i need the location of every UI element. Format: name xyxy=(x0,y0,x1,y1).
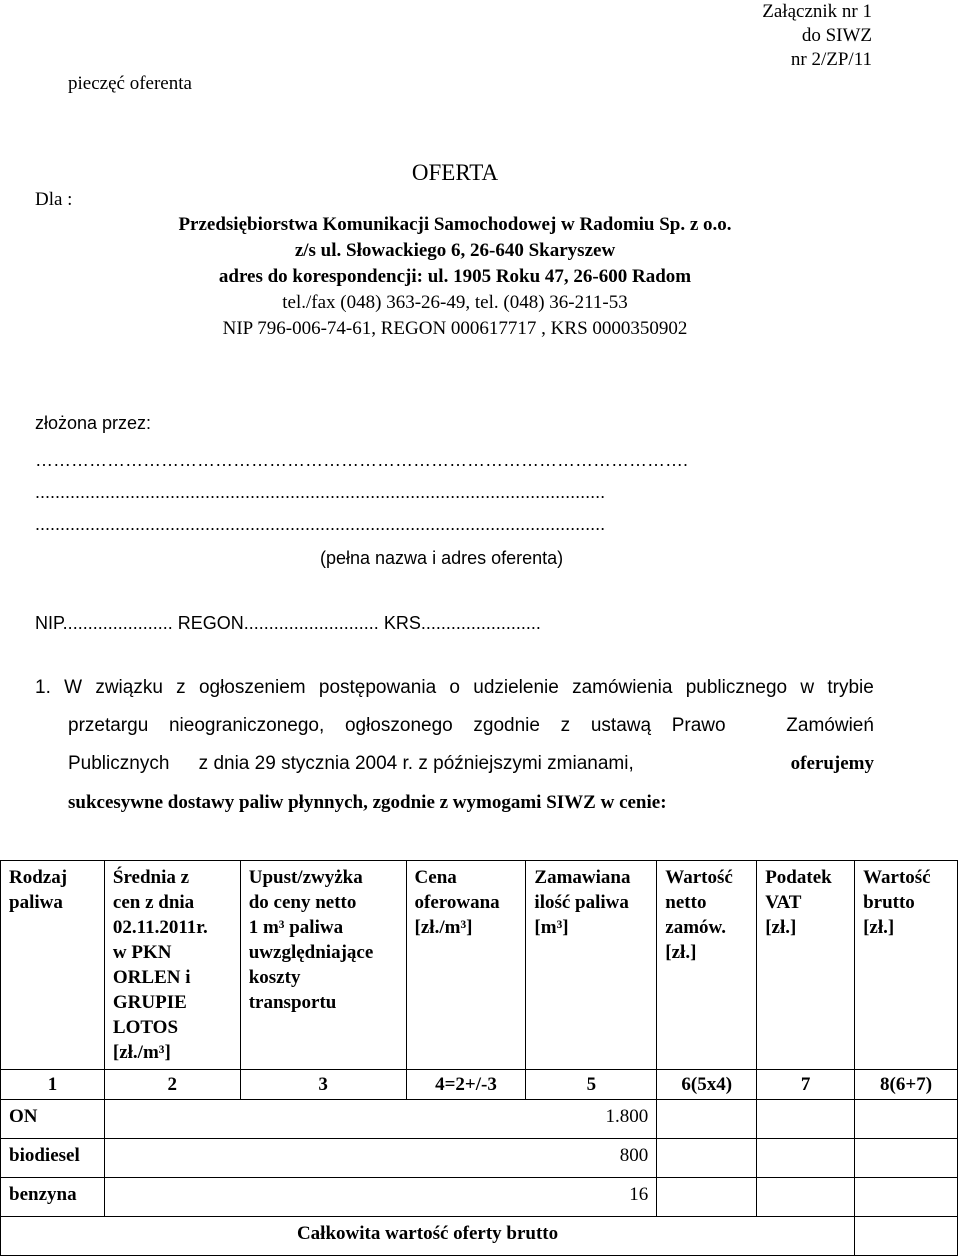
recipient-phone: tel./fax (048) 363-26-49, tel. (048) 36-211-53 xyxy=(282,292,628,313)
stamp-label: pieczęć oferenta xyxy=(68,73,192,94)
attachment-line: Załącznik nr 1 xyxy=(762,1,872,22)
column-header-line: [zł.] xyxy=(765,917,797,938)
column-header-line: [zł.] xyxy=(863,917,895,938)
column-header-line: Średnia z xyxy=(112,867,190,888)
gross-value-cell xyxy=(855,1178,958,1217)
word: z xyxy=(560,715,571,736)
word: udzielenie xyxy=(473,677,559,698)
column-header-line: ORLEN i xyxy=(112,967,191,988)
word: postępowania xyxy=(318,677,437,698)
column-header-line: ilość paliwa xyxy=(534,892,629,913)
vat-cell xyxy=(757,1139,855,1178)
net-value-cell xyxy=(657,1178,757,1217)
quantity-cell: 1.800 xyxy=(104,1100,656,1139)
offer-paragraph-line-3 xyxy=(68,753,874,775)
column-number: 5 xyxy=(526,1070,657,1100)
column-header-line: 02.11.2011r. xyxy=(112,917,208,938)
column-header-line: uwzględniające xyxy=(248,942,374,963)
word: 1. xyxy=(35,677,51,698)
quantity-cell: 800 xyxy=(104,1139,656,1178)
table-row xyxy=(1,1139,958,1178)
vat-cell xyxy=(757,1178,855,1217)
gross-value-cell xyxy=(855,1100,958,1139)
column-header-line: w PKN xyxy=(112,942,172,963)
word: w xyxy=(800,677,815,698)
column-header-line: zamów. xyxy=(665,917,726,938)
column-header-line: oferowana xyxy=(414,892,500,913)
column-number: 6(5x4) xyxy=(657,1070,757,1100)
text-span: Publicznych xyxy=(68,753,170,774)
vat-cell xyxy=(757,1100,855,1139)
column-header-line: do ceny netto xyxy=(248,892,357,913)
table-row xyxy=(1,1100,958,1139)
column-header-line: Rodzaj xyxy=(9,867,68,888)
column-header xyxy=(1,861,105,1070)
column-header xyxy=(526,861,657,1070)
word: ogłoszonego xyxy=(344,715,453,736)
recipient-company: Przedsiębiorstwa Komunikacji Samochodowej w Radomiu Sp. z o.o. xyxy=(178,214,732,235)
word: o xyxy=(449,677,460,698)
table-number-row xyxy=(1,1070,958,1100)
nip-dots: ................... xyxy=(77,613,173,633)
column-header xyxy=(406,861,526,1070)
column-header-line: VAT xyxy=(765,892,802,913)
column-header-line: koszty xyxy=(248,967,301,988)
table-header-row xyxy=(1,861,958,1070)
word: z xyxy=(176,677,186,698)
column-header xyxy=(240,861,406,1070)
offer-paragraph-line-4: sukcesywne dostawy paliw płynnych, zgodnie z wymogami SIWZ w cenie: xyxy=(68,792,667,813)
column-header-line: Cena xyxy=(414,867,457,888)
krs-dots: ........................ xyxy=(420,613,541,633)
gross-value-cell xyxy=(855,1139,958,1178)
total-value-cell xyxy=(855,1217,958,1256)
offer-keyword: oferujemy xyxy=(790,753,874,774)
column-header-line: brutto xyxy=(863,892,915,913)
column-header-line: transportu xyxy=(248,992,337,1013)
column-header-line: GRUPIE xyxy=(112,992,187,1013)
column-header-line: 1 m³ paliwa xyxy=(248,917,344,938)
column-header-line: [m³] xyxy=(534,917,569,938)
column-header xyxy=(757,861,855,1070)
regon-dots: ........................... xyxy=(243,613,379,633)
net-value-cell xyxy=(657,1139,757,1178)
word: W xyxy=(64,677,83,698)
offer-paragraph-line-1 xyxy=(35,677,874,699)
recipient-ids: NIP 796-006-74-61, REGON 000617717 , KRS 0000350902 xyxy=(222,318,688,339)
total-label: Całkowita wartość oferty brutto xyxy=(1,1217,855,1256)
column-number: 2 xyxy=(104,1070,240,1100)
column-header-line: Wartość xyxy=(665,867,733,888)
column-header-line: [zł./m³] xyxy=(112,1042,171,1063)
word: Zamówień xyxy=(786,715,874,736)
column-header-line: Upust/zwyżka xyxy=(248,867,363,888)
word: publicznego xyxy=(685,677,788,698)
fuel-cell: benzyna xyxy=(1,1178,105,1217)
column-header-line: Wartość xyxy=(863,867,931,888)
column-header-line: [zł.] xyxy=(665,942,697,963)
table-row xyxy=(1,1178,958,1217)
word: trybie xyxy=(827,677,874,698)
column-number: 7 xyxy=(757,1070,855,1100)
recipient-correspondence: adres do korespondencji: ul. 1905 Roku 47, 26-600 Radom xyxy=(218,266,692,287)
column-number: 8(6+7) xyxy=(855,1070,958,1100)
offer-table xyxy=(0,860,958,1256)
word: zamówienia xyxy=(572,677,673,698)
column-header-line: [zł./m³] xyxy=(414,917,473,938)
submitted-label: złożona przez: xyxy=(35,413,152,433)
fuel-cell: ON xyxy=(1,1100,105,1139)
net-value-cell xyxy=(657,1100,757,1139)
attachment-line: do SIWZ xyxy=(801,25,872,46)
column-header-line: netto xyxy=(665,892,707,913)
text-span: z dnia 29 stycznia 2004 r. z późniejszymi zmianami, xyxy=(198,753,634,774)
column-header xyxy=(104,861,240,1070)
word: przetargu xyxy=(68,715,149,736)
column-number: 1 xyxy=(1,1070,105,1100)
regon-label: REGON xyxy=(177,613,244,633)
word: nieograniczonego, xyxy=(168,715,325,736)
column-number: 3 xyxy=(240,1070,406,1100)
word: Prawo xyxy=(671,715,726,736)
quantity-cell: 16 xyxy=(104,1178,656,1217)
offer-paragraph-line-2 xyxy=(68,715,874,737)
word: zgodnie xyxy=(473,715,540,736)
column-number: 4=2+/-3 xyxy=(406,1070,526,1100)
fuel-cell: biodiesel xyxy=(1,1139,105,1178)
table-total-row xyxy=(1,1217,958,1256)
column-header-line: cen z dnia xyxy=(112,892,195,913)
registry-line xyxy=(35,613,541,634)
recipient-address: z/s ul. Słowackiego 6, 26-640 Skaryszew xyxy=(294,240,616,261)
column-header-line: Podatek xyxy=(765,867,832,888)
recipient-label: Dla : xyxy=(35,189,73,210)
column-header xyxy=(657,861,757,1070)
submitter-caption: (pełna nazwa i adres oferenta) xyxy=(320,548,564,568)
word: związku xyxy=(95,677,163,698)
column-header-line: paliwa xyxy=(9,892,63,913)
column-header-line: LOTOS xyxy=(112,1017,179,1038)
nip-label: NIP... xyxy=(35,613,78,633)
word: ustawą xyxy=(590,715,652,736)
column-header xyxy=(855,861,958,1070)
attachment-line: nr 2/ZP/11 xyxy=(790,49,872,70)
krs-label: KRS xyxy=(383,613,421,633)
submitter-line-1: ………………………………………………………………………………………………. xyxy=(35,450,689,470)
page-title: OFERTA xyxy=(411,160,499,185)
submitter-line-2: .................................................................................................................. xyxy=(35,482,606,502)
word: ogłoszeniem xyxy=(198,677,306,698)
submitter-line-3: .................................................................................................................. xyxy=(35,514,606,534)
column-header-line: Zamawiana xyxy=(534,867,631,888)
